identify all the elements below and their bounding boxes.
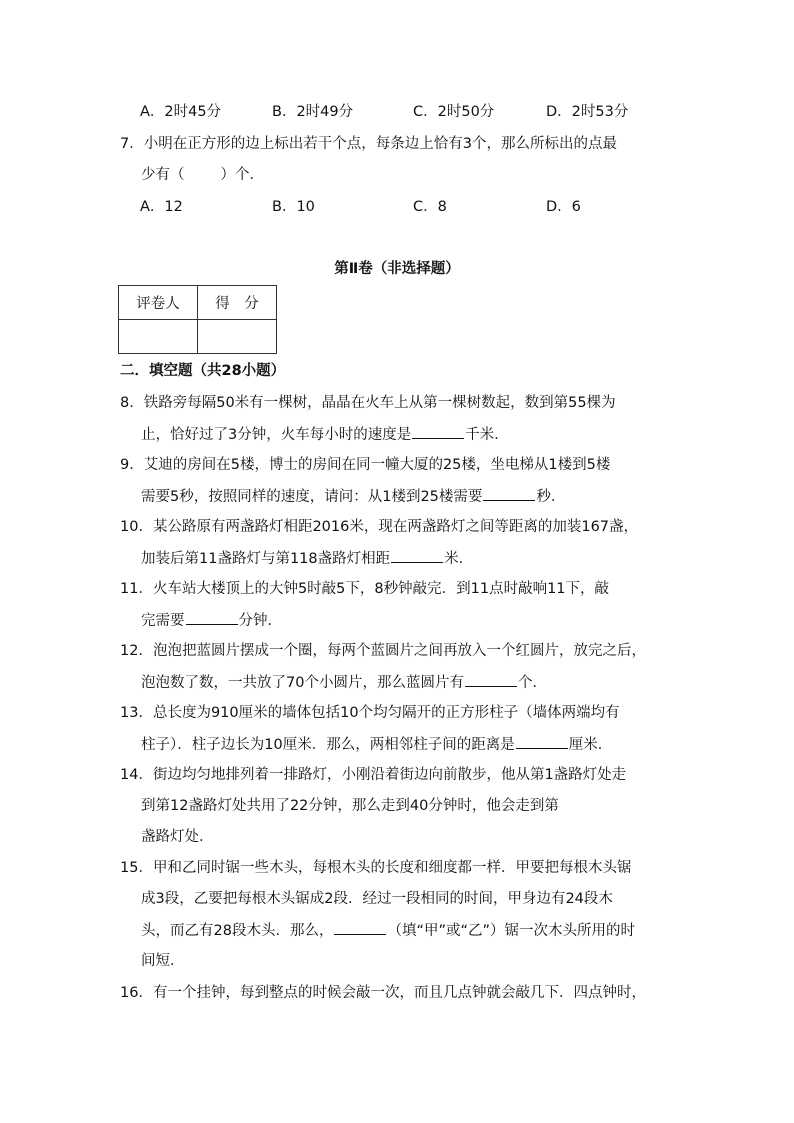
- q14-line2: 到第12盏路灯处共用了22分钟，那么走到40分钟时，他会走到第: [141, 798, 559, 814]
- q9-line2: [141, 486, 565, 507]
- q6-option-a: A．2时45分: [140, 104, 222, 120]
- q8-line2: [141, 424, 509, 445]
- q14-line3: 盏路灯处．: [141, 829, 214, 845]
- q8-line2-post: 千米．: [465, 427, 509, 443]
- q11-line2-post: 分钟．: [238, 613, 282, 629]
- q11-line2: [141, 610, 282, 631]
- q15-line3-pre: 头，而乙有28段木头．那么，: [141, 923, 334, 939]
- q8-line1: 8．铁路旁每隔50米有一棵树，晶晶在火车上从第一棵树数起，数到第55棵为: [120, 395, 616, 411]
- q7-text-pre: 少有（: [141, 167, 185, 183]
- section-title: 第Ⅱ卷（非选择题）: [334, 261, 460, 277]
- grader-header: 评卷人: [119, 286, 198, 320]
- q12-line2-pre: 泡泡数了数，一共放了70个小圆片，那么蓝圆片有: [141, 675, 464, 691]
- q10-line2-post: 米．: [444, 551, 474, 567]
- q9-line1: 9．艾迪的房间在5楼，博士的房间在同一幢大厦的25楼，坐电梯从1楼到5楼: [120, 457, 611, 473]
- q11-line2-pre: 完需要: [141, 613, 185, 629]
- q15-line3: [141, 920, 635, 941]
- q11-answer-blank: [186, 610, 238, 625]
- q7-text-line2: [141, 165, 264, 185]
- q7-option-a: A．12: [140, 199, 183, 215]
- grader-cell: [119, 320, 198, 354]
- q7-option-d: D．6: [546, 199, 581, 215]
- q14-line1: 14．街边均匀地排列着一排路灯，小刚沿着街边向前散步，他从第1盏路灯处走: [120, 767, 627, 783]
- q7-text-post: ）个．: [220, 167, 264, 183]
- q13-line2: [141, 734, 612, 755]
- q9-line2-post: 秒．: [536, 489, 566, 505]
- q11-line1: 11．火车站大楼顶上的大钟5时敲5下，8秒钟敲完．到11点时敲响11下，敲: [120, 581, 610, 597]
- q12-line1: 12．泡泡把蓝圆片摆成一个圈，每两个蓝圆片之间再放入一个红圆片，放完之后，: [120, 643, 646, 659]
- q15-answer-blank: [334, 920, 386, 935]
- q7-option-c: C．8: [413, 199, 447, 215]
- q12-line2: [141, 672, 547, 693]
- q16-line1: 16．有一个挂钟，每到整点的时候会敲一次，而且几点钟就会敲几下．四点钟时，: [120, 985, 646, 1001]
- q7-text-line1: 7．小明在正方形的边上标出若干个点，每条边上恰有3个，那么所标出的点最: [120, 136, 617, 152]
- q13-line2-pre: 柱子）．柱子边长为10厘米．那么，两相邻柱子间的距离是: [141, 737, 515, 753]
- q10-answer-blank: [391, 548, 443, 563]
- q10-line2-pre: 加装后第11盏路灯与第118盏路灯相距: [141, 551, 391, 567]
- score-table: [118, 285, 277, 354]
- q10-line2: [141, 548, 473, 569]
- q7-option-b: B．10: [272, 199, 315, 215]
- q6-option-d: D．2时53分: [546, 104, 629, 120]
- q12-line2-post: 个．: [517, 675, 547, 691]
- q9-answer-blank: [483, 486, 535, 501]
- part-heading: 二．填空题（共28小题）: [120, 363, 286, 379]
- q6-option-c: C．2时50分: [413, 104, 495, 120]
- q9-line2-pre: 需要5秒，按照同样的速度，请问：从1楼到25楼需要: [141, 489, 483, 505]
- q15-line2: 成3段，乙要把每根木头锯成2段．经过一段相同的时间，甲身边有24段木: [141, 891, 613, 907]
- q13-answer-blank: [516, 734, 568, 749]
- q8-answer-blank: [412, 424, 464, 439]
- q15-line4: 间短．: [141, 953, 185, 969]
- q6-option-b: B．2时49分: [272, 104, 354, 120]
- score-header: 得 分: [198, 286, 277, 320]
- score-cell: [198, 320, 277, 354]
- q15-line1: 15．甲和乙同时锯一些木头，每根木头的长度和细度都一样．甲要把每根木头锯: [120, 860, 632, 876]
- q12-answer-blank: [465, 672, 517, 687]
- q10-line1: 10．某公路原有两盏路灯相距2016米，现在两盏路灯之间等距离的加装167盏，: [120, 519, 639, 535]
- q15-line3-post: （填“甲”或“乙”）锯一次木头所用的时: [387, 923, 635, 939]
- q13-line1: 13．总长度为910厘米的墙体包括10个均匀隔开的正方形柱子（墙体两端均有: [120, 705, 620, 721]
- q8-line2-pre: 止，恰好过了3分钟，火车每小时的速度是: [141, 427, 412, 443]
- q13-line2-post: 厘米．: [568, 737, 613, 753]
